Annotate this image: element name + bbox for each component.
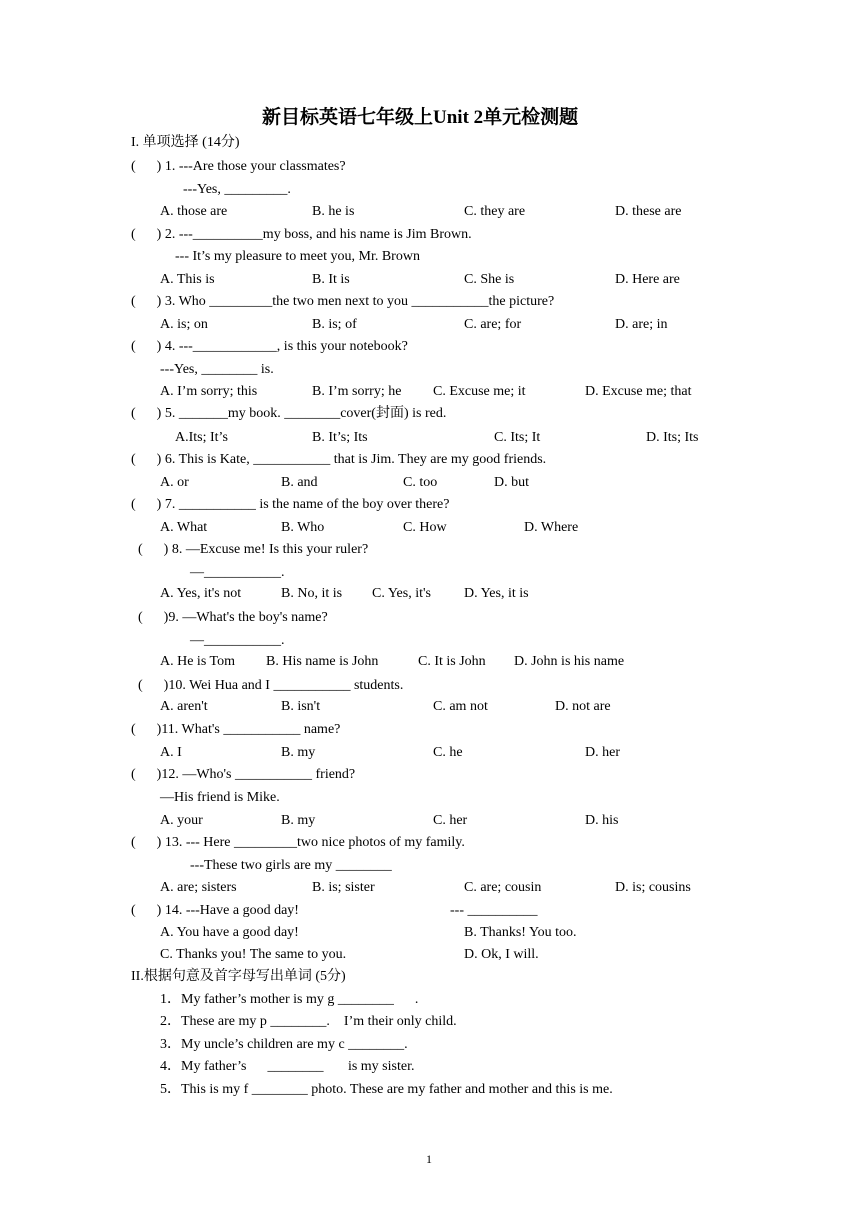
option: D. Ok, I will.: [464, 947, 539, 962]
question-extra: ---Yes, ________ is.: [160, 362, 274, 377]
page-number: 1: [426, 1152, 432, 1166]
option: A. Yes, it's not: [160, 586, 242, 601]
option: B. Who: [281, 520, 325, 535]
option: B. It is: [312, 272, 350, 287]
question-stem: ( ) 6. This is Kate, ___________ that is Jim. They are my good friends.: [131, 452, 547, 467]
option: C. Its; It: [494, 430, 541, 445]
option: C. he: [433, 745, 463, 760]
option: A. I’m sorry; this: [160, 384, 258, 399]
question-stem: ( ) 4. ---____________, is this your notebook?: [131, 339, 408, 354]
option: B. is; of: [312, 317, 357, 332]
question-stem: ( ) 14. ---Have a good day!: [131, 903, 299, 918]
option: C. they are: [464, 204, 526, 219]
option: A. are; sisters: [160, 880, 237, 895]
fill-item: 1．My father’s mother is my g ________ .: [160, 992, 419, 1007]
fill-item: 3．My uncle’s children are my c ________.: [160, 1037, 408, 1052]
option: B. I’m sorry; he: [312, 384, 402, 399]
section-heading: I. 单项选择 (14分): [131, 135, 240, 150]
option: B. my: [281, 745, 316, 760]
option: C. am not: [433, 699, 488, 714]
option: D. John is his name: [514, 654, 625, 669]
option: D. Its; Its: [646, 430, 699, 445]
page-title: 新目标英语七年级上Unit 2单元检测题: [262, 107, 579, 128]
option: A. your: [160, 813, 203, 828]
question-extra: ---Yes, _________.: [183, 182, 291, 197]
section-heading: II.根据句意及首字母写出单词 (5分): [131, 969, 346, 984]
option: D. is; cousins: [615, 880, 691, 895]
question-stem: ( )12. —Who's ___________ friend?: [131, 767, 356, 782]
option: A. is; on: [160, 317, 208, 332]
question-stem: ( ) 1. ---Are those your classmates?: [131, 159, 346, 174]
option: C. It is John: [418, 654, 486, 669]
option: D. these are: [615, 204, 682, 219]
question-stem: ( )11. What's ___________ name?: [131, 722, 341, 737]
question-extra: —___________.: [190, 633, 285, 648]
option: A. or: [160, 475, 189, 490]
option: B. and: [281, 475, 318, 490]
option: A. You have a good day!: [160, 925, 299, 940]
option: B. Thanks! You too.: [464, 925, 577, 940]
question-stem: ( ) 2. ---__________my boss, and his name is Jim Brown.: [131, 227, 472, 242]
question-stem: ( ) 3. Who _________the two men next to you ___________the picture?: [131, 294, 555, 309]
option: D. his: [585, 813, 619, 828]
option: B. His name is John: [266, 654, 379, 669]
option: D. her: [585, 745, 620, 760]
question-extra: —___________.: [190, 565, 285, 580]
option: C. She is: [464, 272, 515, 287]
option: A. This is: [160, 272, 215, 287]
question-extra: --- It’s my pleasure to meet you, Mr. Brown: [175, 249, 420, 264]
option: A. What: [160, 520, 208, 535]
option: B. isn't: [281, 699, 321, 714]
question-stem: ( ) 8. —Excuse me! Is this your ruler?: [138, 542, 369, 557]
option: C. her: [433, 813, 468, 828]
question-stem: ( )9. —What's the boy's name?: [138, 610, 328, 625]
option: A. those are: [160, 204, 228, 219]
option: B. my: [281, 813, 316, 828]
question-extra: ---These two girls are my ________: [190, 858, 392, 873]
question-stem: ( ) 13. --- Here _________two nice photos of my family.: [131, 835, 465, 850]
question-extra: --- __________: [450, 903, 538, 918]
option: B. he is: [312, 204, 355, 219]
option: D. Here are: [615, 272, 680, 287]
option: B. No, it is: [281, 586, 343, 601]
option: A. I: [160, 745, 182, 760]
option: A. aren't: [160, 699, 208, 714]
option: D. Excuse me; that: [585, 384, 692, 399]
option: C. How: [403, 520, 447, 535]
option: D. are; in: [615, 317, 668, 332]
option: A.Its; It’s: [175, 430, 228, 445]
fill-item: 5．This is my f ________ photo. These are my father and mother and this is me.: [160, 1082, 613, 1097]
option: C. Yes, it's: [372, 586, 431, 601]
question-extra: —His friend is Mike.: [160, 790, 280, 805]
option: C. Excuse me; it: [433, 384, 526, 399]
option: C. are; cousin: [464, 880, 542, 895]
option: B. It’s; Its: [312, 430, 368, 445]
option: D. Where: [524, 520, 579, 535]
option: B. is; sister: [312, 880, 375, 895]
fill-item: 4．My father’s ________ is my sister.: [160, 1059, 415, 1074]
option: C. Thanks you! The same to you.: [160, 947, 347, 962]
option: A. He is Tom: [160, 654, 235, 669]
question-stem: ( ) 5. _______my book. ________cover(封面) is red.: [131, 406, 447, 421]
option: D. but: [494, 475, 529, 490]
option: C. are; for: [464, 317, 522, 332]
option: D. not are: [555, 699, 611, 714]
question-stem: ( ) 7. ___________ is the name of the boy over there?: [131, 497, 450, 512]
fill-item: 2．These are my p ________. I’m their only child.: [160, 1014, 457, 1029]
option: D. Yes, it is: [464, 586, 529, 601]
question-stem: ( )10. Wei Hua and I ___________ students.: [138, 678, 404, 693]
option: C. too: [403, 475, 438, 490]
